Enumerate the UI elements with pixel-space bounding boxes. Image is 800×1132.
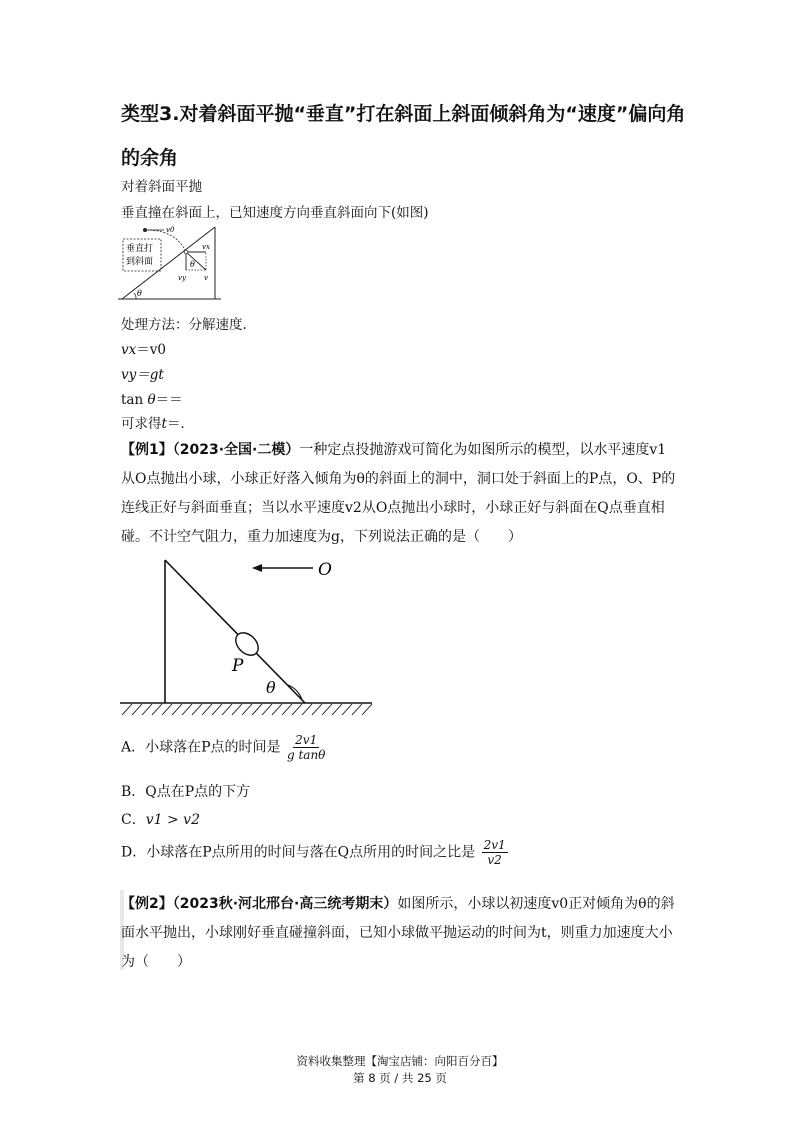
figure-box-label-1: 垂直打 [126,244,154,254]
option-a-fraction [287,733,325,762]
option-a-denominator: g tanθ [286,748,326,762]
option-d-numerator: 2v1 [483,838,506,852]
example-1-text: 一种定点投抛游戏可简化为如图所示的模型，以水平速度v1从O点抛出小球，小球正好落入倾角为θ的斜面上的洞中，洞口处于斜面上的P点，O、P的连线正好与斜面垂直；当以水平速度v2从O点抛出小球时，小球正好与斜面在Q点垂直相碰。不计空气阻力，重力加速度为g，下列说法正确的是（ ） [121,442,676,545]
figure-v-label: v [204,274,208,282]
option-b[interactable] [121,781,250,801]
angle-theta-label: θ [266,678,276,697]
footer-source: 资料收集整理【淘宝店铺：向阳百分百】 [296,1054,504,1068]
option-b-text: B．Q点在P点的下方 [121,784,251,800]
eq2-rest: ＝gt [136,367,164,383]
example-1-tag: 【例1】 [121,442,173,458]
figure-theta-label-2: θ [190,260,195,269]
option-c[interactable] [121,809,200,829]
point-o-label: O [318,560,332,580]
figure-box-label-2: 到斜面 [126,257,154,267]
option-a[interactable] [121,733,325,762]
equation-vy [121,363,164,383]
eq3-c: ＝＝ [155,392,183,408]
eq4-b: t [161,416,167,432]
intro-line-1: 对着斜面平抛 [121,179,202,195]
method-line: 处理方法：分解速度. [121,317,247,333]
example-1-stem [121,436,677,552]
example-2-tag: 【例2】 [121,896,173,912]
option-d-text: D．小球落在P点所用的时间与落在Q点所用的时间之比是 [121,844,476,861]
option-d-fraction [482,838,508,867]
option-c-text: C． [121,812,146,828]
eq4-a: 可求得 [121,416,162,432]
example-1-figure [120,555,375,720]
ground-hatching [122,704,372,715]
eq4-c: ＝. [166,416,185,432]
example-1-source: （2023·全国·二模） [172,442,300,458]
example-2-source: （2023秋·河北邢台·高三统考期末） [172,896,398,912]
eq1-var: vx [121,342,137,358]
eq3-a: tan [121,392,144,408]
eq3-b: θ [147,392,156,408]
option-d[interactable] [121,838,508,867]
option-a-text: A．小球落在P点的时间是 [121,739,281,756]
option-d-denominator: v2 [487,853,502,867]
intro-line-2: 垂直撞在斜面上，已知速度方向垂直斜面向下(如图) [121,205,429,221]
equation-vx [121,338,166,358]
example-2-stem [121,890,677,977]
eq1-rest: ＝v0 [136,342,166,358]
figure-vx-label: vx [202,243,210,251]
option-c-expr: v1 > v2 [145,812,200,828]
footer-page-number: 第 8 页 / 共 25 页 [353,1071,447,1085]
point-p-label: P [232,656,244,676]
example-2-text: 如图所示，小球以初速度v0正对倾角为θ的斜面水平抛出，小球刚好垂直碰撞斜面，已知小球做平抛运动的时间为t，则重力加速度大小为（ ） [121,896,675,970]
figure-v0-label: v0 [166,226,175,234]
eq2-var: vy [121,367,137,383]
figure-vy-label: vy [178,274,186,282]
perpendicular-impact-figure [118,222,223,302]
figure-theta-label: θ [137,289,142,298]
equation-tan [121,388,183,408]
option-a-numerator: 2v1 [295,733,318,747]
section-heading: 类型3.对着斜面平抛“垂直”打在斜面上斜面倾斜角为“速度”偏向角的余角 [121,103,686,169]
equation-t [121,412,185,432]
